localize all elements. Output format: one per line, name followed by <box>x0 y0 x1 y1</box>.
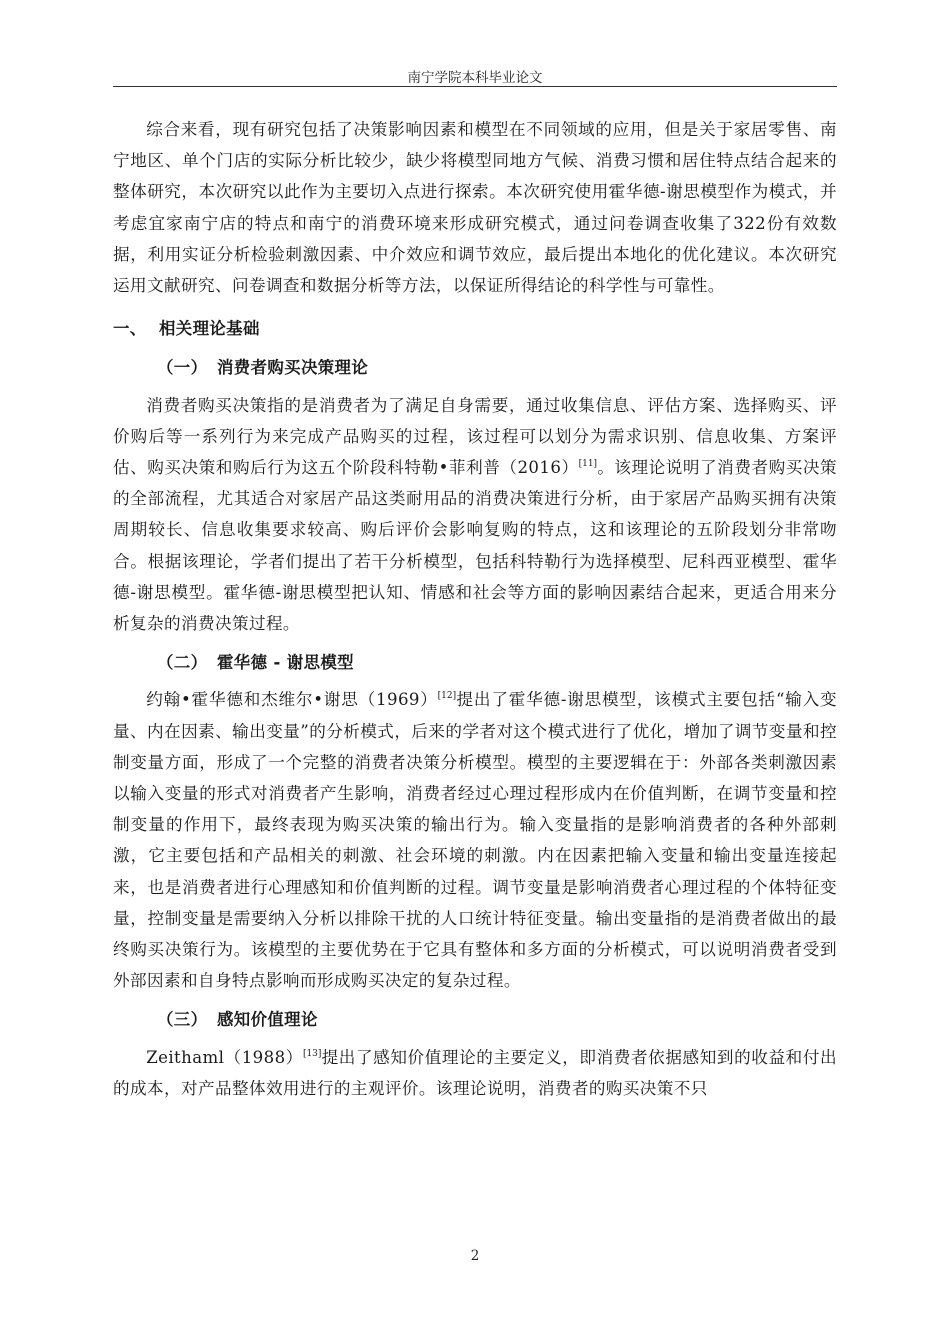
subsection-number: （一） <box>157 358 208 378</box>
paragraph-text: 消费者购买决策指的是消费者为了满足自身需要，通过收集信息、评估方案、选择购买、评价购后等一系列行为来完成产品购买的过程，该过程可以划分为需求识别、信息收集、方案评估、购买决策和购后行为这五个阶段科特勒•菲利普（2016） <box>113 395 837 478</box>
subsection-number: （三） <box>157 1010 208 1030</box>
subsection-heading-3 <box>113 1004 837 1035</box>
paragraph-text: 提出了霍华德-谢思模型，该模式主要包括“输入变量、内在因素、输出变量”的分析模式，后来的学者对这个模式进行了优化，增加了调节变量和控制变量方面，形成了一个完整的消费者决策分析模型。模型的主要逻辑在于：外部各类刺激因素以输入变量的形式对消费者产生影响，消费者经过心理过程形成内在价值判断，在调节变量和控制变量的作用下，最终表现为购买决策的输出行为。输入变量指的是影响消费者的各种外部刺激，它主要包括和产品相关的刺激、社会环境的刺激。内在因素把输入变量和输出变量连接起来，也是消费者进行心理感知和价值判断的过程。调节变量是影响消费者心理过程的个体特征变量，控制变量是需要纳入分析以排除干扰的人口统计特征变量。输出变量指的是消费者做出的最终购买决策行为。该模型的主要优势在于它具有整体和多方面的分析模式，可以说明消费者受到外部因素和自身特点影响而形成购买决定的复杂过程。 <box>113 690 838 991</box>
section-title: 相关理论基础 <box>159 319 260 339</box>
subsection-1-paragraph <box>113 390 837 640</box>
subsection-2-paragraph <box>113 684 837 996</box>
section-number: 一、 <box>113 319 147 339</box>
section-heading <box>113 313 837 344</box>
subsection-title: 感知价值理论 <box>217 1010 318 1030</box>
paragraph-text: Zeithaml（1988） <box>146 1047 303 1067</box>
citation-marker: [13] <box>302 1048 322 1059</box>
citation-marker: [11] <box>578 459 598 470</box>
paragraph-text: 。该理论说明了消费者购买决策的全部流程，尤其适合对家居产品这类耐用品的消费决策进行分析，由于家居产品购买拥有决策周期较长、信息收集要求较高、购后评价会影响复购的特点，这和该理论的五阶段划分非常吻合。根据该理论，学者们提出了若干分析模型，包括科特勒行为选择模型、尼科西亚模型、霍华德-谢思模型。霍华德-谢思模型把认知、情感和社会等方面的影响因素结合起来，更适合用来分析复杂的消费决策过程。 <box>113 458 837 634</box>
citation-marker: [12] <box>437 691 457 702</box>
intro-paragraph: 综合来看，现有研究包括了决策影响因素和模型在不同领域的应用，但是关于家居零售、南宁地区、单个门店的实际分析比较少，缺少将模型同地方气候、消费习惯和居住特点结合起来的整体研究，本次研究以此作为主要切入点进行探索。本次研究使用霍华德-谢思模型作为模式，并考虑宜家南宁店的特点和南宁的消费环境来形成研究模式，通过问卷调查收集了322份有效数据，利用实证分析检验刺激因素、中介效应和调节效应，最后提出本地化的优化建议。本次研究运用文献研究、问卷调查和数据分析等方法，以保证所得结论的科学性与可靠性。 <box>113 120 837 296</box>
subsection-number: （二） <box>157 653 208 673</box>
subsection-3-paragraph <box>113 1042 837 1104</box>
running-header: 南宁学院本科毕业论文 <box>407 70 543 86</box>
page-body <box>113 114 837 1104</box>
header-rule <box>113 86 837 87</box>
subsection-title: 霍华德 - 谢思模型 <box>217 653 354 673</box>
paragraph-text: 提出了感知价值理论的主要定义，即消费者依据感知到的收益和付出的成本，对产品整体效用进行的主观评价。该理论说明，消费者的购买决策不只 <box>113 1047 838 1098</box>
subsection-heading-2 <box>113 647 837 678</box>
subsection-heading-1 <box>113 352 837 383</box>
subsection-title: 消费者购买决策理论 <box>217 358 369 378</box>
page-number: 2 <box>470 1248 480 1264</box>
paragraph-text: 约翰•霍华德和杰维尔•谢思（1969） <box>146 690 438 710</box>
